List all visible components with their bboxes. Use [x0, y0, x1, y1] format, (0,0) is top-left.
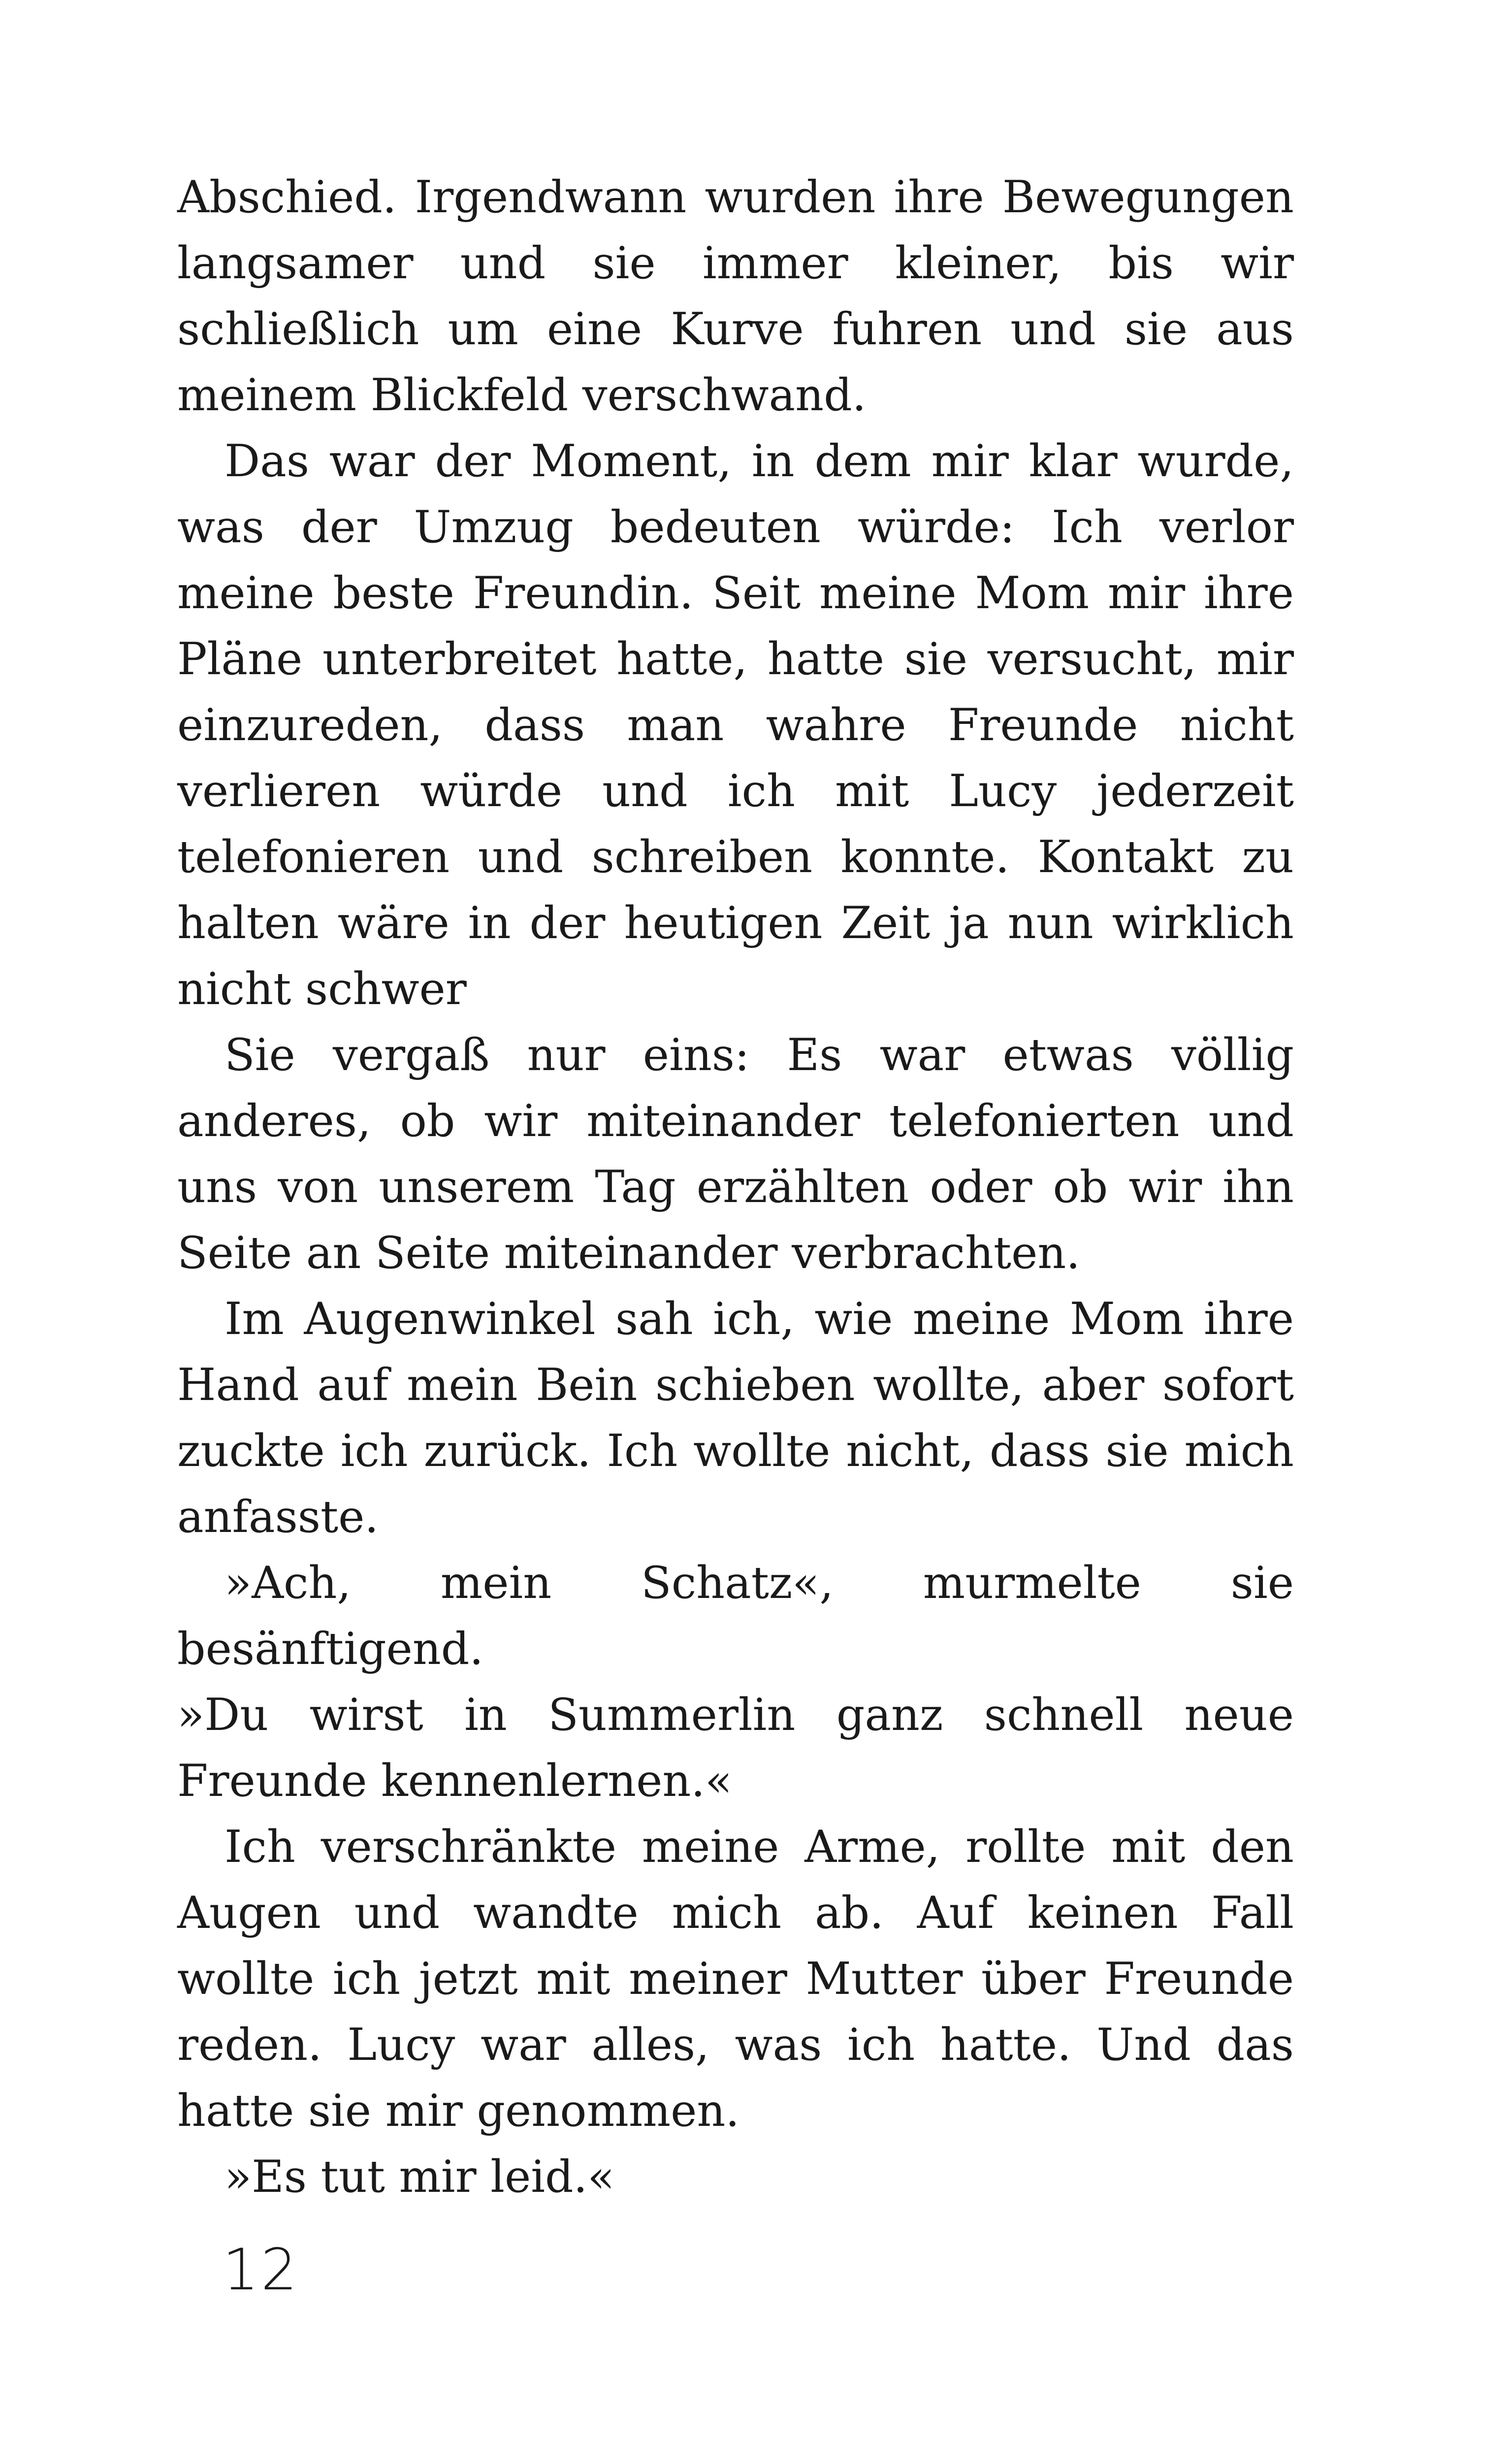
paragraph: »Ach, mein Schatz«, murmelte sie besänftigend. [177, 1557, 1294, 1675]
body-text [177, 164, 1294, 2210]
paragraph: Ich verschränkte meine Arme, rollte mit den Augen und wandte mich ab. Auf keinen Fall wollte ich jetzt mit meiner Mutter über Freunde reden. Lucy war alles, was ich hatte. Und das hatte sie mir genommen. [177, 1821, 1294, 2137]
page-number: 12 [223, 2237, 299, 2303]
paragraph: Im Augenwinkel sah ich, wie meine Mom ihre Hand auf mein Bein schieben wollte, aber sofort zuckte ich zurück. Ich wollte nicht, dass sie mich anfasste. [177, 1293, 1294, 1543]
paragraph: Sie vergaß nur eins: Es war etwas völlig anderes, ob wir miteinander telefonierten und uns von unserem Tag erzählten oder ob wir ihn Seite an Seite miteinander verbrachten. [177, 1029, 1294, 1279]
paragraph: Abschied. Irgendwann wurden ihre Bewegungen langsamer und sie immer kleiner, bis wir schließlich um eine Kurve fuhren und sie aus meinem Blickfeld verschwand. [177, 171, 1294, 421]
paragraph: »Du wirst in Summerlin ganz schnell neue Freunde kennenlernen.« [177, 1689, 1294, 1807]
paragraph: Das war der Moment, in dem mir klar wurde, was der Umzug bedeuten würde: Ich verlor meine beste Freundin. Seit meine Mom mir ihre Pläne unterbreitet hatte, hatte sie versucht, mir einzureden, dass man wahre Freunde nicht verlieren würde und ich mit Lucy jederzeit telefonieren und schreiben konnte. Kontakt zu halten wäre in der heutigen Zeit ja nun wirklich nicht schwer [177, 435, 1294, 1015]
paragraph: »Es tut mir leid.« [225, 2151, 615, 2203]
